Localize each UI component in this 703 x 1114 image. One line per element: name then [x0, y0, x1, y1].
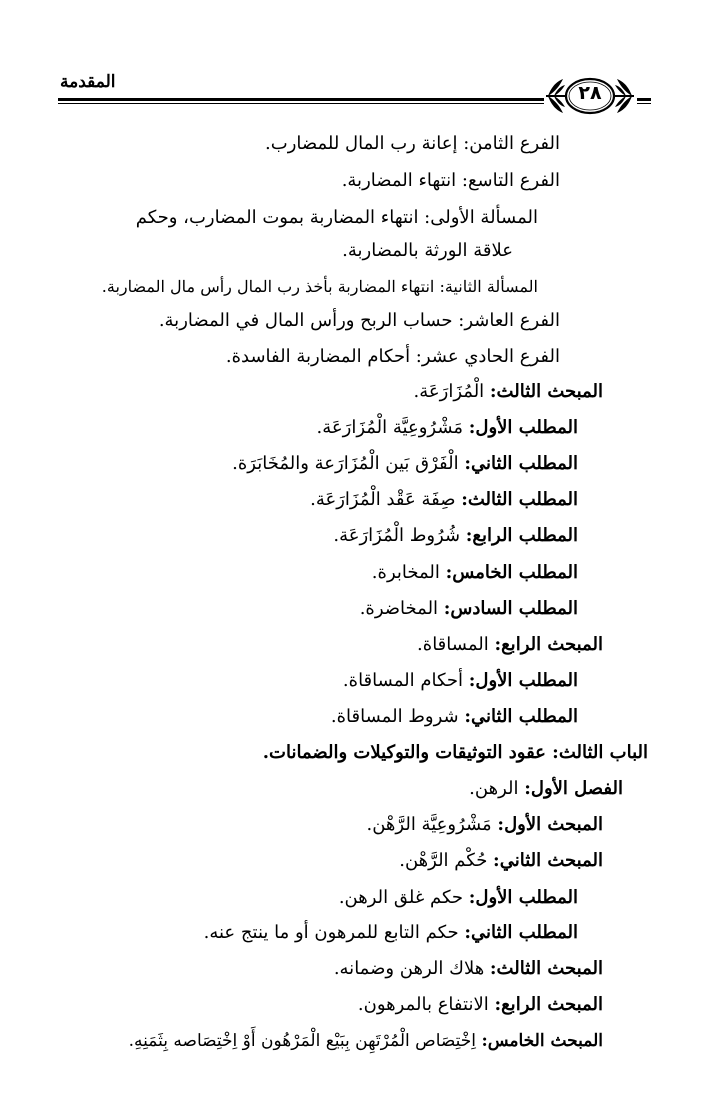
toc-entry-label: المطلب الخامس: [445, 562, 578, 583]
toc-entry: علاقة الورثة بالمضاربة. [342, 240, 513, 261]
toc-entry-label: المبحث الرابع: [494, 634, 603, 655]
header-rule-short-thin [637, 103, 651, 104]
toc-entry-label: المطلب السادس: [443, 598, 578, 619]
toc-entry [417, 632, 603, 658]
toc-entry-title: أحكام المساقاة. [342, 670, 469, 691]
toc-entry-title: مَشْرُوعِيَّة الرَّهْن. [366, 814, 498, 835]
toc-entry [334, 956, 603, 982]
toc-entry-title: شُرُوط الْمُزَارَعَة. [333, 525, 466, 546]
toc-entry [129, 1028, 603, 1054]
toc-entry [232, 451, 578, 477]
toc-entry-title: المخاضرة. [359, 598, 444, 619]
toc-entry-title: الْمُزَارَعَة. [413, 381, 490, 402]
toc-entry-title: هلاك الرهن وضمانه. [333, 958, 490, 979]
toc-entry-label: المطلب الثاني: [464, 706, 578, 727]
toc-entry [333, 523, 578, 549]
toc-entry: الفرع العاشر: حساب الربح ورأس المال في المضاربة. [158, 310, 560, 331]
toc-entry [414, 379, 603, 405]
toc-entry-title: المساقاة. [417, 634, 495, 655]
toc-entry-title: الْفَرْق بَين الْمُزَارَعة والمُخَابَرَة. [232, 453, 465, 474]
toc-entry-label: المطلب الأول: [468, 670, 578, 691]
toc-entry [367, 812, 604, 838]
toc-entry-label: المبحث الثاني: [493, 850, 603, 871]
toc-entry [360, 596, 578, 622]
toc-entry-label: المبحث الثالث: [489, 958, 603, 979]
toc-entry [372, 560, 578, 586]
toc-entry-title: شروط المساقاة. [330, 706, 465, 727]
toc-entry: الفرع الثامن: إعانة رب المال للمضارب. [265, 133, 560, 154]
toc-entry-title: مَشْرُوعِيَّة الْمُزَارَعَة. [316, 417, 469, 438]
toc-entry-label: المطلب الثاني: [464, 453, 578, 474]
toc-entry-label: المطلب الثاني: [464, 922, 578, 943]
header-rule-thin [58, 103, 544, 104]
toc-entry-label: المطلب الثالث: [461, 489, 578, 510]
toc-entry-label: الفصل الأول: [524, 778, 623, 799]
toc-entry-title: المخابرة. [371, 562, 446, 583]
toc-entry [399, 848, 603, 874]
toc-entry: الفرع الحادي عشر: أحكام المضاربة الفاسدة. [225, 346, 560, 367]
toc-entry [339, 885, 578, 911]
toc-entry-label: المبحث الرابع: [494, 994, 603, 1015]
toc-entry [358, 992, 603, 1018]
toc-entry [310, 487, 578, 513]
toc-entry [317, 415, 578, 441]
toc-entry-title: حكم غلق الرهن. [338, 887, 469, 908]
page-header [0, 0, 703, 140]
toc-entry [331, 704, 578, 730]
toc-entry-label: المبحث الخامس: [481, 1031, 603, 1051]
toc-entry-label: المبحث الثالث: [489, 381, 603, 402]
page-number: ٢٨ [578, 82, 602, 104]
header-rule-short [637, 98, 651, 101]
toc-entry-label: المطلب الرابع: [465, 525, 578, 546]
toc-entry-label: المطلب الأول: [468, 417, 578, 438]
toc-entry: الفرع التاسع: انتهاء المضاربة. [341, 170, 560, 191]
header-rule [58, 98, 544, 101]
toc-entry: المسألة الثانية: انتهاء المضاربة بأخذ رب المال رأس مال المضاربة. [101, 277, 538, 296]
toc-entry [469, 776, 623, 802]
toc-entry-label: المبحث الأول: [497, 814, 603, 835]
toc-entry-title: حكم التابع للمرهون أو ما ينتج عنه. [203, 922, 465, 943]
toc-entry: المسألة الأولى: انتهاء المضاربة بموت المضارب، وحكم [135, 207, 538, 228]
toc-entry-title: الرهن. [469, 778, 525, 799]
toc-entry-title: صِفَة عَقْد الْمُزَارَعَة. [310, 489, 462, 510]
toc-entry-title: حُكْم الرَّهْن. [399, 850, 494, 871]
running-title: المقدمة [60, 72, 116, 92]
toc-entry-title: اِخْتِصَاص الْمُرْتَهِن بِبَيْع الْمَرْهُون أَوْ اِخْتِصَاصه بِثَمَنِهِ. [128, 1031, 482, 1051]
toc-entry [343, 668, 578, 694]
toc-entry [204, 920, 578, 946]
toc-entry-title: الانتفاع بالمرهون. [357, 994, 495, 1015]
toc-entry-label: المطلب الأول: [468, 887, 578, 908]
toc-entry: الباب الثالث: عقود التوثيقات والتوكيلات والضمانات. [262, 742, 648, 763]
